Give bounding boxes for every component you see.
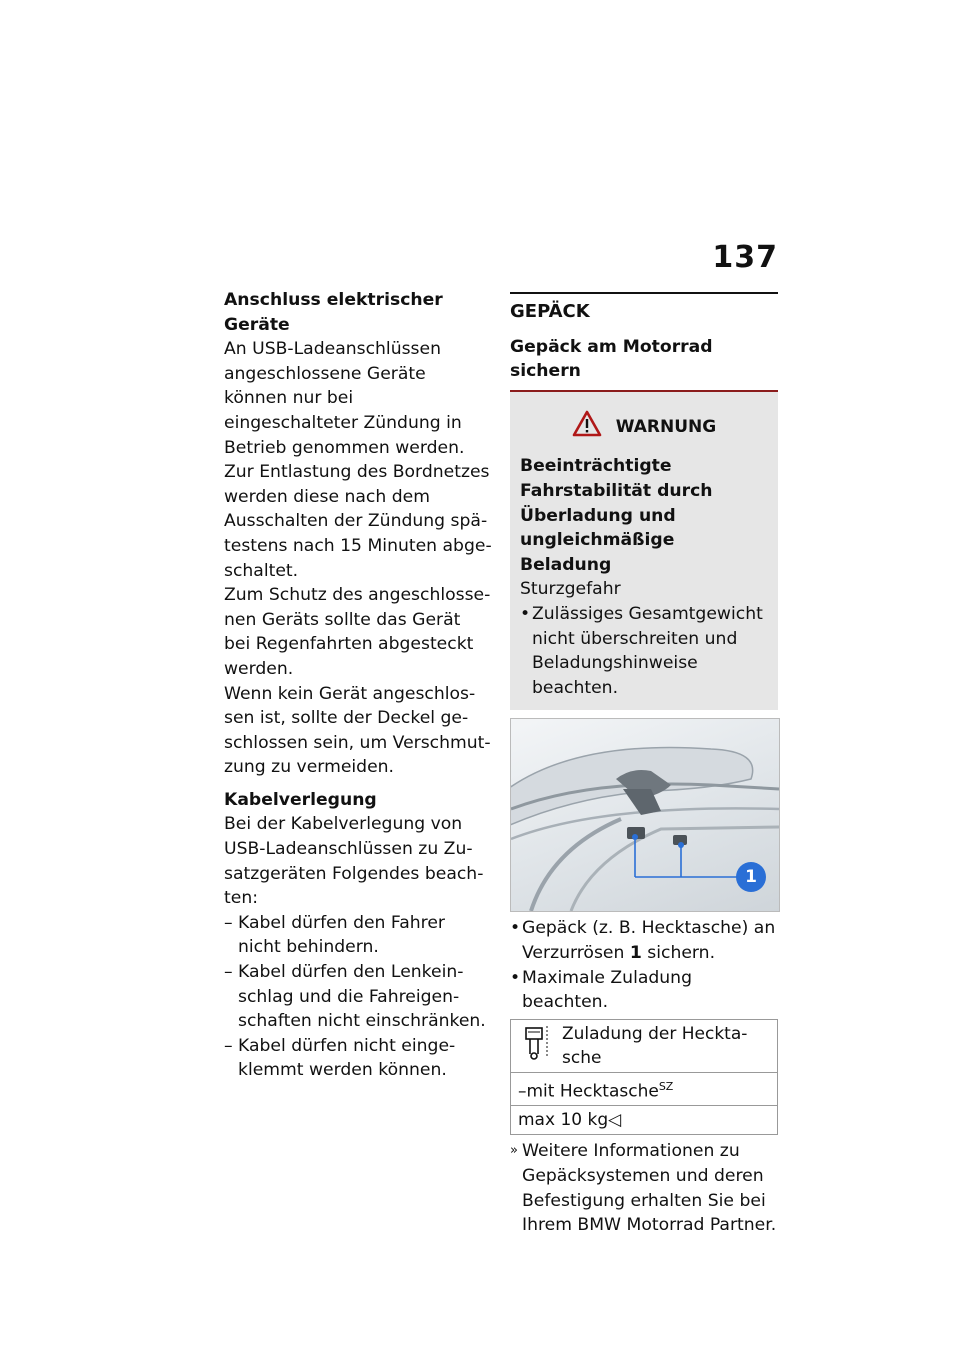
list-item <box>510 916 778 965</box>
list-item: – Kabel dürfen nicht eingeklemmt werden können. <box>224 1034 492 1083</box>
spec-title: Zuladung der Hecktasche <box>562 1023 748 1068</box>
figure-callout-1: 1 <box>745 867 757 888</box>
list-item <box>510 966 778 1015</box>
warning-triangle-icon <box>572 410 602 445</box>
luggage-weight-icon <box>518 1022 552 1069</box>
spec-row: max 10 kg◁ <box>511 1106 778 1135</box>
note-marker: » <box>510 1143 518 1159</box>
step-reference: 1 <box>629 942 642 963</box>
warning-headline: Beeinträchtigte Fahrstabilität durch Überladung und ungleichmäßige Beladung <box>520 456 713 575</box>
section-heading-cabling: Kabelverlegung <box>224 789 377 810</box>
spec-header-cell <box>511 1019 778 1072</box>
list-item: – Kabel dürfen den Lenkeinschlag und die Fahreigenschaften nicht einschränken. <box>224 960 492 1034</box>
step-text: Maximale Zuladung beachten. <box>522 967 692 1013</box>
subsection-title: Gepäck am Motorrad sichern <box>510 335 778 392</box>
step-text: sichern. <box>641 942 716 963</box>
spec-superscript: SZ <box>658 1079 674 1093</box>
warning-label: WARNUNG <box>615 416 717 437</box>
spec-table <box>510 1019 778 1136</box>
info-note <box>510 1139 778 1237</box>
left-column <box>224 288 492 1083</box>
spec-condition: –mit Hecktasche <box>518 1081 659 1102</box>
warning-list <box>520 602 768 700</box>
section-header <box>510 292 778 325</box>
list-item: • Zulässiges Gesamtgewicht nicht überschreiten und Beladungshinweise beachten. <box>520 602 768 700</box>
paragraph: An USB-Ladeanschlüssen angeschlossene Geräte können nur bei eingeschalteter Zündung in Betrieb genommen werden. <box>224 339 465 458</box>
steps-list <box>510 916 778 1014</box>
section-heading-electrical: Anschluss elektrischer Geräte <box>224 290 443 335</box>
warning-cause: Sturzgefahr <box>520 579 621 600</box>
section-title: GEPÄCK <box>510 301 590 322</box>
page-number: 137 <box>712 240 778 275</box>
luggage-figure <box>510 718 780 912</box>
spec-row <box>511 1072 778 1106</box>
paragraph: Zum Schutz des angeschlossenen Geräts sollte das Gerät bei Regenfahrten abgesteckt werden. <box>224 585 491 679</box>
paragraph: Wenn kein Gerät angeschlossen ist, sollte der Deckel geschlossen sein, um Verschmutzung zu vermeiden. <box>224 683 491 778</box>
paragraph: Zur Entlastung des Bordnetzes werden diese nach dem Ausschalten der Zündung spätestens nach 15 Minuten abgeschaltet. <box>224 462 492 581</box>
warning-box <box>510 392 778 711</box>
note-text: Weitere Informationen zu Gepäcksystemen und deren Befestigung erhalten Sie bei Ihrem BMW Motorrad Partner. <box>522 1141 777 1236</box>
cable-rules-list <box>224 911 492 1083</box>
list-item: – Kabel dürfen den Fahrer nicht behindern. <box>224 911 492 960</box>
paragraph: Bei der Kabelverlegung von USB-Ladeanschlüssen zu Zusatzgeräten Folgendes beachten: <box>224 814 484 909</box>
step-text: Gepäck (z. B. Hecktasche) an Verzurrösen <box>522 918 776 963</box>
right-column <box>510 292 778 1238</box>
